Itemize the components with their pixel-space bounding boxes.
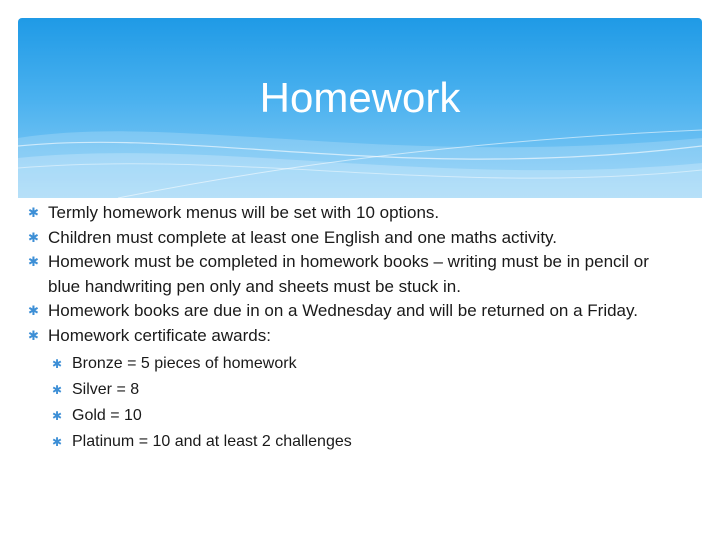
bullet-item bbox=[28, 201, 678, 226]
asterisk-bullet-icon: ✱ bbox=[52, 357, 63, 371]
page-title: Homework bbox=[259, 74, 461, 121]
sub-bullet-text: Gold = 10 bbox=[72, 407, 142, 424]
sub-bullet-item bbox=[52, 403, 678, 429]
sub-bullet-list bbox=[48, 351, 678, 455]
sub-bullet-item bbox=[52, 351, 678, 377]
sub-bullet-item bbox=[52, 377, 678, 403]
sub-bullet-text: Bronze = 5 pieces of homework bbox=[72, 355, 297, 372]
bullet-text: Homework books are due in on a Wednesday and will be returned on a Friday. bbox=[48, 301, 638, 320]
bullet-text: Homework must be completed in homework books – writing must be in pencil or blue handwriting pen only and sheets must be stuck in. bbox=[48, 252, 649, 296]
bullet-item bbox=[28, 324, 678, 456]
asterisk-bullet-icon: ✱ bbox=[28, 254, 39, 269]
sub-bullet-text: Silver = 8 bbox=[72, 381, 140, 398]
sub-bullet-text: Platinum = 10 and at least 2 challenges bbox=[72, 433, 352, 450]
asterisk-bullet-icon: ✱ bbox=[52, 409, 63, 423]
bullet-item bbox=[28, 226, 678, 251]
asterisk-bullet-icon: ✱ bbox=[52, 435, 63, 449]
asterisk-bullet-icon: ✱ bbox=[28, 205, 39, 220]
bullet-item bbox=[28, 250, 678, 299]
asterisk-bullet-icon: ✱ bbox=[28, 303, 39, 318]
title-banner bbox=[18, 18, 702, 198]
slide-body bbox=[28, 201, 678, 455]
bullet-text: Children must complete at least one English and one maths activity. bbox=[48, 227, 558, 247]
bullet-text: Homework certificate awards: bbox=[48, 325, 271, 345]
sub-bullet-item bbox=[52, 429, 678, 455]
bullet-text: Termly homework menus will be set with 10 options. bbox=[48, 203, 440, 222]
bullet-list bbox=[28, 201, 678, 455]
asterisk-bullet-icon: ✱ bbox=[28, 229, 39, 245]
asterisk-bullet-icon: ✱ bbox=[28, 327, 39, 343]
asterisk-bullet-icon: ✱ bbox=[52, 383, 63, 397]
bullet-item bbox=[28, 299, 678, 324]
